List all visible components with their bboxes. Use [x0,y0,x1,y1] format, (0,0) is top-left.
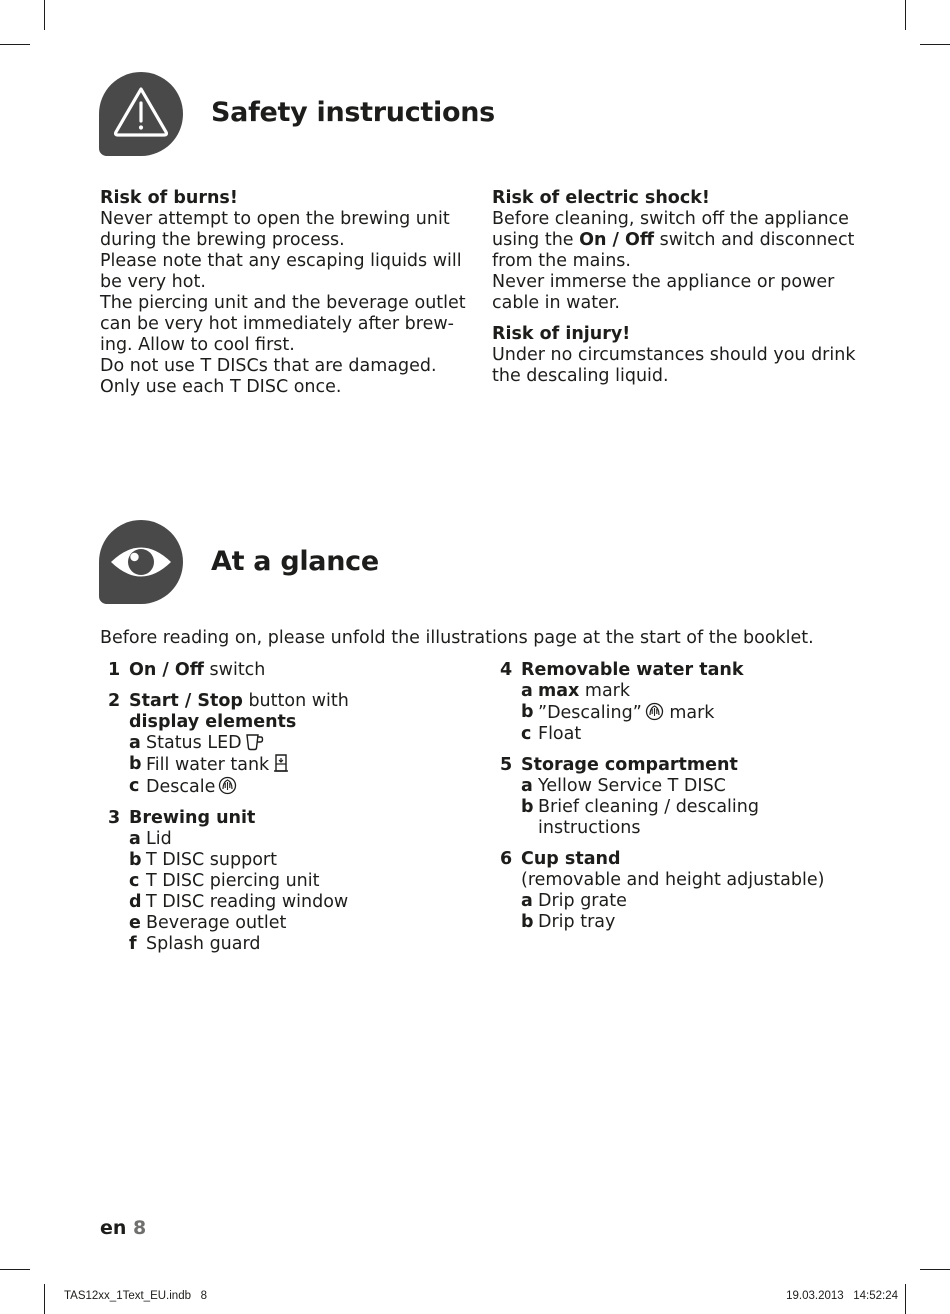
body-text: The piercing unit and the beverage outlet [100,293,466,313]
sub-item [129,934,470,955]
sub-letter: e [129,913,141,933]
max-mark-label: max [538,681,580,701]
item-label [129,691,470,712]
risk-title: Risk of electric shock! [492,188,710,208]
list-item [100,660,470,681]
sub-letter: b [521,797,534,817]
sub-letter: b [521,702,534,722]
item-number: 5 [500,755,513,775]
sub-letter: a [521,891,533,911]
intro-text: Before reading on, please unfold the illustrations page at the start of the booklet. [100,628,814,648]
item-label [129,660,470,681]
sub-letter: c [521,724,532,744]
eye-icon [99,520,183,604]
sub-item [521,702,880,724]
item-title: display elements [129,712,297,732]
sub-text: ”Descaling” [538,703,642,723]
sub-item [521,891,880,912]
crop-mark [0,44,30,45]
page-footer [100,1217,146,1239]
sub-item [521,681,880,702]
sub-text: instructions [538,818,641,838]
sub-letter: b [521,912,534,932]
sub-letter: c [129,871,140,891]
body-text: Only use each T DISC once. [100,377,342,397]
parts-list-right [500,660,880,943]
body-text: Do not use T DISCs that are damaged. [100,356,437,376]
sub-text: Yellow Service T DISC [538,776,726,796]
item-number: 3 [108,808,121,828]
page-title: Safety instructions [211,97,495,128]
sub-text: Splash guard [146,934,261,954]
list-item [500,755,880,839]
sub-item [521,797,880,839]
item-title: On / Off [129,660,204,680]
sub-item [129,754,470,776]
parts-list-left [100,660,470,965]
body-text: Under no circumstances should you drink [492,345,856,365]
item-title: Brewing unit [129,808,256,828]
sub-text: Fill water tank [146,755,270,775]
sub-item [129,850,470,871]
body-text: switch and disconnect [654,230,855,250]
body-text: be very hot. [100,272,206,292]
item-text: button with [242,691,349,711]
sub-item [521,724,880,745]
print-slug-file: TAS12xx_1Text_EU.indb 8 [64,1290,207,1302]
item-text: (removable and height adjustable) [521,870,825,890]
risk-of-electric-shock-block [492,188,872,387]
sub-letter: a [129,829,141,849]
item-title: Cup stand [521,849,621,869]
crop-mark [920,44,950,45]
sub-letter: b [129,754,142,774]
sub-text: Float [538,724,582,744]
sub-text: Drip grate [538,891,627,911]
item-text: switch [203,660,266,680]
sub-letter: a [129,733,141,753]
body-text: Never attempt to open the brewing unit [100,209,450,229]
sub-item [521,776,880,797]
risk-of-burns-block [100,188,470,398]
crop-mark [44,1284,45,1314]
body-text: Never immerse the appliance or power [492,272,835,292]
item-number: 6 [500,849,513,869]
body-text [492,230,872,251]
sub-text: Brief cleaning / descaling [538,797,759,817]
sub-text: Descale [146,777,216,797]
body-text: Before cleaning, switch off the appliance [492,209,849,229]
body-text: ing. Allow to cool first. [100,335,295,355]
sub-item [129,733,470,754]
sub-text: T DISC reading window [146,892,349,912]
sub-letter: a [521,681,533,701]
crop-mark [905,1284,906,1314]
sub-letter: a [521,776,533,796]
sub-text: T DISC piercing unit [146,871,320,891]
sub-item [129,913,470,934]
sub-letter: d [129,892,142,912]
crop-mark [905,0,906,30]
body-text: cable in water. [492,293,620,313]
item-title: Removable water tank [521,660,744,680]
body-text: Please note that any escaping liquids will [100,251,462,271]
crop-mark [0,1269,30,1270]
list-item [500,849,880,933]
sub-item [129,871,470,892]
body-text: the descaling liquid. [492,366,669,386]
sub-text: T DISC support [146,850,277,870]
item-number: 4 [500,660,513,680]
sub-text: Lid [146,829,172,849]
body-text: during the brewing process. [100,230,345,250]
item-number: 1 [108,660,121,680]
sub-item [521,912,880,933]
descale-icon [645,702,664,721]
page-number: 8 [133,1217,147,1239]
crop-mark [44,0,45,30]
sub-letter: c [129,776,140,796]
sub-text: mark [663,703,715,723]
item-number: 2 [108,691,121,711]
body-text: can be very hot immediately after brew- [100,314,454,334]
sub-item [129,829,470,850]
descale-icon [218,776,237,795]
sub-text: Drip tray [538,912,616,932]
section-title: At a glance [211,546,379,577]
print-slug-date: 19.03.2013 14:52:24 [786,1290,898,1302]
sub-text: Beverage outlet [146,913,287,933]
sub-item [129,892,470,913]
cup-icon [245,733,265,751]
risk-title: Risk of burns! [100,188,238,208]
list-item [100,691,470,798]
item-title: Start / Stop [129,691,243,711]
sub-text: mark [579,681,631,701]
warning-triangle-icon [99,72,183,156]
list-item [100,808,470,955]
list-item [500,660,880,745]
language-code: en [100,1217,127,1239]
sub-text: Status LED [146,733,242,753]
water-tank-icon [272,754,290,773]
body-text: using the [492,230,580,250]
risk-title: Risk of injury! [492,324,631,344]
sub-item [129,776,470,798]
sub-letter: b [129,850,142,870]
body-text: from the mains. [492,251,631,271]
switch-name: On / Off [579,230,655,250]
item-title: Storage compartment [521,755,738,775]
sub-letter: f [129,934,137,954]
crop-mark [920,1269,950,1270]
